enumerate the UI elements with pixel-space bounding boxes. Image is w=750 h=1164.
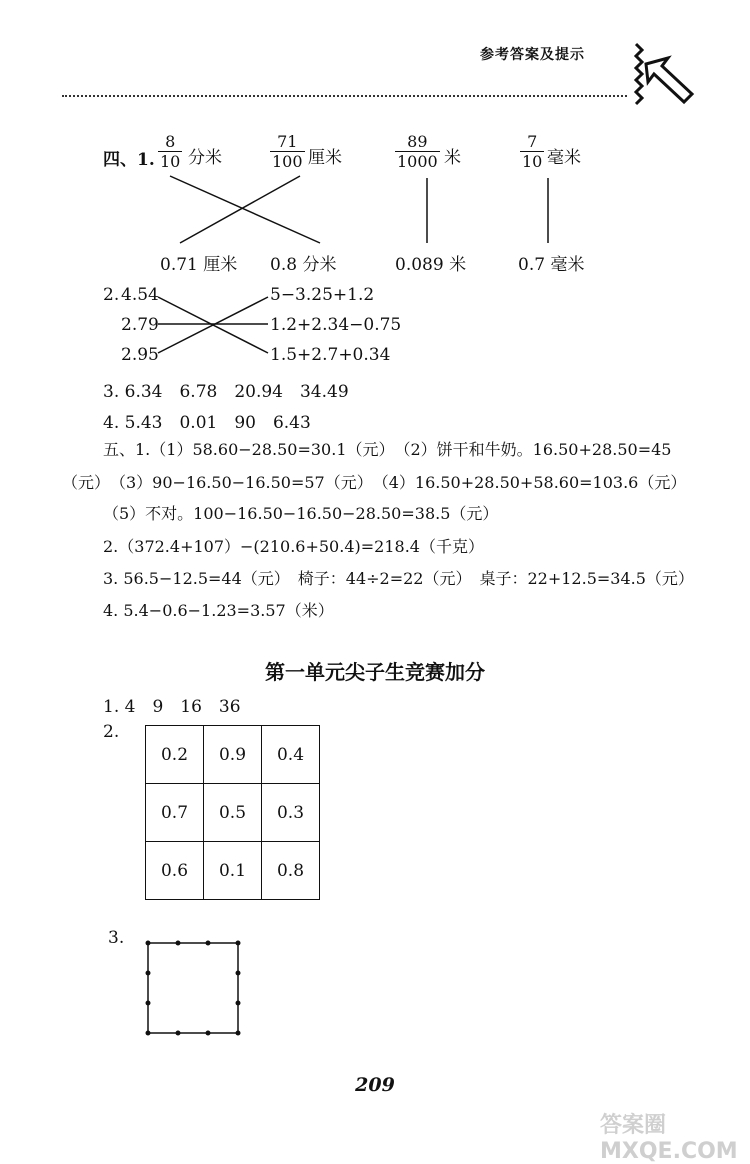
- q2-left-2: 2.79: [121, 315, 159, 335]
- grid-cell: 0.3: [262, 784, 320, 842]
- grid-cell: 0.9: [204, 726, 262, 784]
- fraction-1: $\frac{8}{10}$: [160, 132, 181, 171]
- unit1-q1: 1. 4 9 16 36: [103, 697, 241, 717]
- grid-cell: 0.7: [146, 784, 204, 842]
- s5-line-5: 3. 56.5−12.5=44（元） 椅子：44÷2=22（元） 桌子：22+12.5=34.5（元）: [103, 569, 694, 588]
- header-title: 参考答案及提示: [480, 47, 585, 63]
- q2-right-2: 1.2+2.34−0.75: [270, 315, 402, 335]
- q2-label: 2.: [103, 285, 120, 305]
- fraction-4: $\frac{7}{10}$: [522, 132, 543, 171]
- matching-lines: [0, 0, 750, 400]
- grid-cell: 0.5: [204, 784, 262, 842]
- answer-1: 0.71 厘米: [160, 255, 238, 275]
- answer-2: 0.8 分米: [270, 255, 337, 275]
- grid-cell: 0.2: [146, 726, 204, 784]
- s5-line-1: 五、1.（1）58.60−28.50=30.1（元） （2）饼干和牛奶。16.50+28.50=45: [103, 440, 672, 459]
- fraction-3: $\frac{89}{1000}$: [397, 132, 438, 171]
- section4-label: 四、1.: [103, 150, 155, 170]
- grid-cell: 0.6: [146, 842, 204, 900]
- fraction-1-unit: 分米: [188, 148, 222, 168]
- grid-cell: 0.4: [262, 726, 320, 784]
- watermark: 答案圈 MXQE.COM: [600, 1113, 738, 1164]
- fraction-2-unit: 厘米: [308, 148, 342, 168]
- page-number: 209: [355, 1074, 395, 1096]
- q4-answers: 4. 5.43 0.01 90 6.43: [103, 413, 311, 433]
- magic-square: [145, 725, 320, 900]
- q2-left-3: 2.95: [121, 345, 159, 365]
- unit1-q2-label: 2.: [103, 722, 120, 742]
- q3-answers: 3. 6.34 6.78 20.94 34.49: [103, 382, 349, 402]
- grid-cell: 0.1: [204, 842, 262, 900]
- s5-line-2: （元） （3）90−16.50−16.50=57（元） （4）16.50+28.50+58.60=103.6（元）: [62, 473, 687, 492]
- fraction-3-unit: 米: [444, 148, 461, 168]
- fraction-4-unit: 毫米: [547, 148, 581, 168]
- grid-cell: 0.8: [262, 842, 320, 900]
- unit1-title: 第一单元尖子生竞赛加分: [265, 660, 485, 684]
- s5-line-6: 4. 5.4−0.6−1.23=3.57（米）: [103, 601, 334, 620]
- answer-4: 0.7 毫米: [518, 255, 585, 275]
- unit1-q3-label: 3.: [108, 928, 125, 948]
- dot-square-diagram: [140, 935, 250, 1045]
- q2-right-1: 5−3.25+1.2: [270, 285, 375, 305]
- q2-right-3: 1.5+2.7+0.34: [270, 345, 391, 365]
- fraction-2: $\frac{71}{100}$: [272, 132, 303, 171]
- answer-3: 0.089 米: [395, 255, 467, 275]
- s5-line-4: 2.（372.4+107）−(210.6+50.4)=218.4（千克）: [103, 537, 484, 556]
- s5-line-3: （5）不对。100−16.50−16.50−28.50=38.5（元）: [103, 504, 499, 523]
- q2-left-1: 4.54: [121, 285, 159, 305]
